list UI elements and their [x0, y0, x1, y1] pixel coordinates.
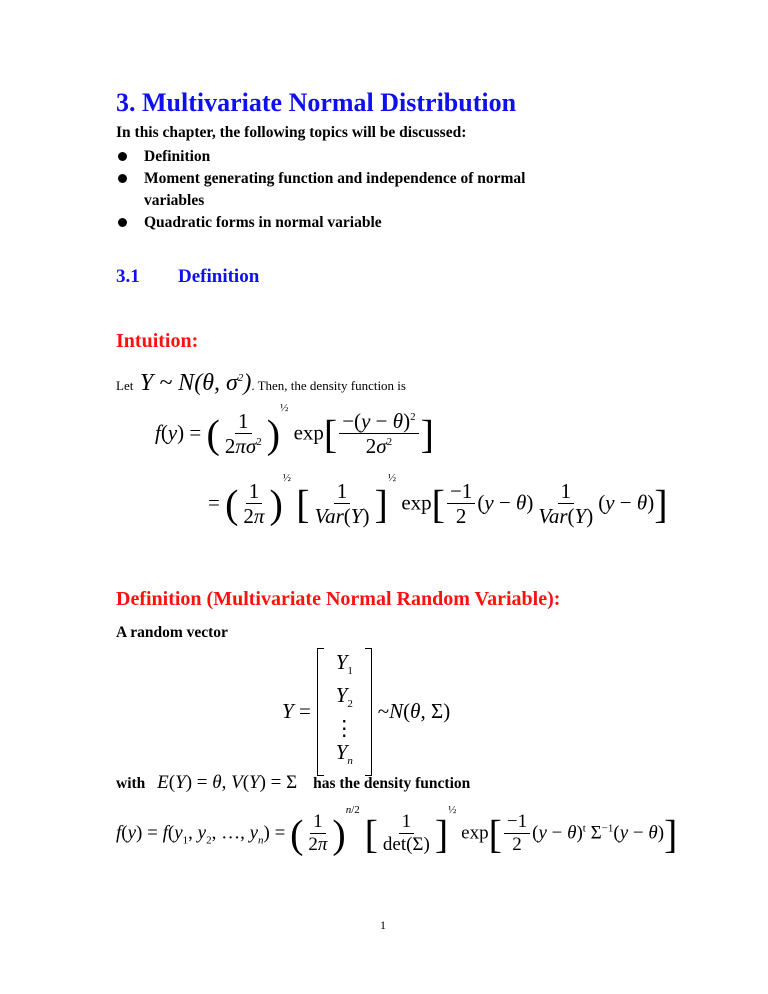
- section-title: Definition: [178, 266, 260, 287]
- section-number: 3.1: [116, 266, 140, 287]
- topic-item: Quadratic forms in normal variable: [116, 212, 525, 234]
- univariate-density-line1: f(y) = ( $\frac{1}{2\pi\sigma^2}$ )$^{\frac{1}{2}}$ exp[ $\frac{-(y - \theta)^2}{2\sigma^2}$ ]: [155, 402, 434, 459]
- definition-heading: Definition (Multivariate Normal Random Variable):: [116, 588, 561, 610]
- with-statement: with E(Y) = θ, V(Y) = Σ has the density function: [116, 772, 471, 793]
- multivariate-density: $f(y) = f(y_1$, $y_2$, …, $y_n$) = ( $\frac{1}{2\pi}$ )$^{n/2}$ [ $\frac{1}{\det(\Sigma)}$ ]$^{\frac{1}{2}}$ exp[ $\frac{-1}{2}$ $(y - \theta)^t$ $\Sigma^{-1}(y - \theta)$]: [116, 804, 678, 857]
- topic-item: [116, 168, 525, 212]
- section-heading: [116, 266, 259, 288]
- bullet-icon: [118, 218, 127, 227]
- chapter-title: 3. Multivariate Normal Distribution: [116, 88, 517, 117]
- intuition-heading: Intuition:: [116, 330, 199, 352]
- topic-text-line2: variables: [144, 192, 205, 209]
- bullet-icon: [118, 174, 127, 183]
- expectation-variance-formula: E(Y) = θ, V(Y) = Σ: [157, 772, 298, 793]
- topic-item: Definition: [116, 146, 525, 168]
- intro-text: In this chapter, the following topics will be discussed:: [116, 124, 467, 141]
- page-number: 1: [380, 918, 386, 932]
- let-statement: Let Y ~ N(θ, $\sigma^2$). Then, the density function is: [116, 370, 406, 396]
- univariate-density-line2: = ( $\frac{1}{2\pi}$ )$^{\frac{1}{2}}$ [ $\frac{1}{\text{Var(Y)}}$ ]$^{\frac{1}{2}}$ exp[ $\frac{-1}{2}$ (y − θ) $\frac{1}{\text{Var(Y)}}$ (y − θ)]: [208, 472, 668, 529]
- random-vector-text: A random vector: [116, 624, 228, 641]
- vector-matrix: $Y_1$ $Y_2$ ⋮ $Y_n$: [317, 648, 372, 776]
- topic-list: [116, 146, 525, 234]
- distribution-formula: Y ~ N(θ, $\sigma^2$): [139, 370, 252, 396]
- topic-text-line1: Moment generating function and independence of normal: [144, 170, 526, 187]
- bullet-icon: [118, 152, 127, 161]
- random-vector-formula: Y = $Y_1$ $Y_2$ ⋮ $Y_n$ ~ N ( θ , Σ): [282, 648, 450, 776]
